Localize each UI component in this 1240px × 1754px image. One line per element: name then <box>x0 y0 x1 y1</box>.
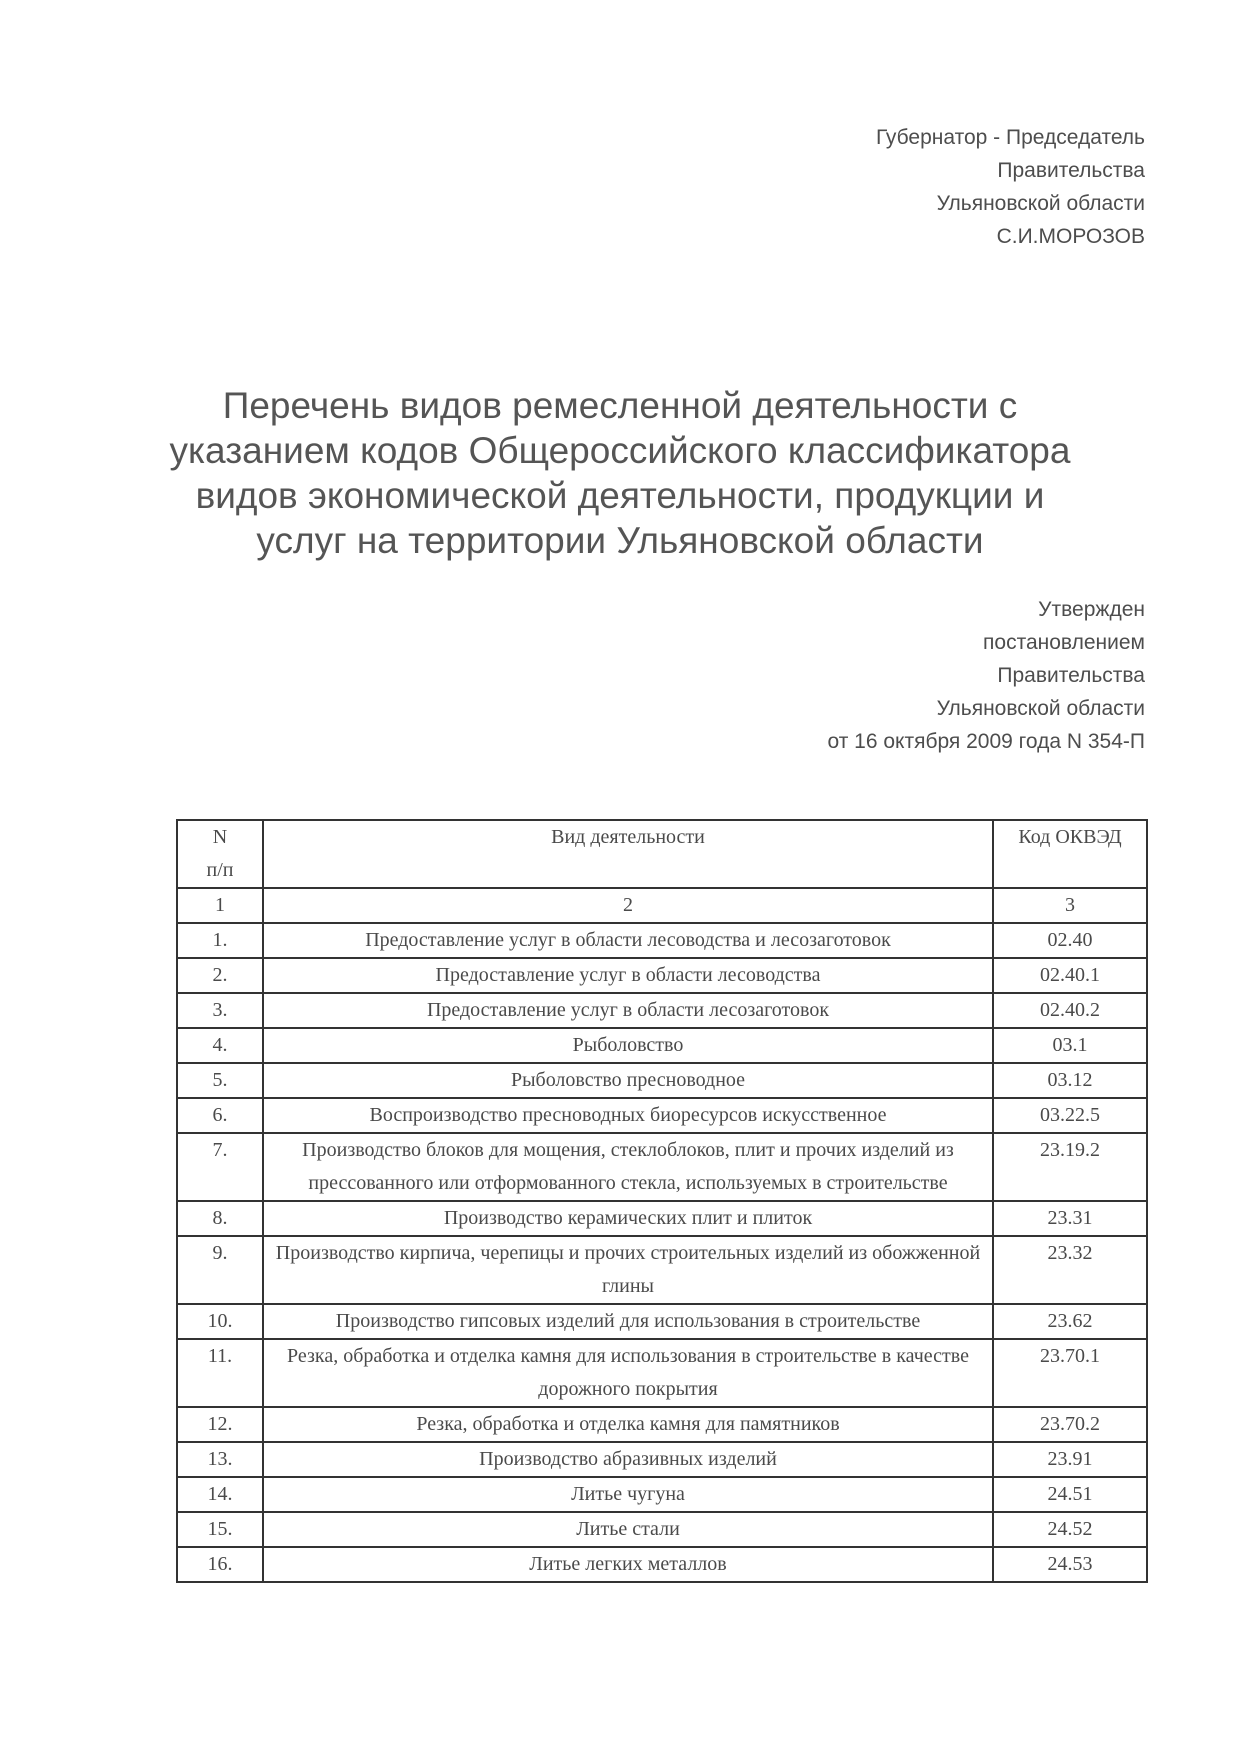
title-line: услуг на территории Ульяновской области <box>256 520 984 561</box>
column-number: 3 <box>993 888 1147 923</box>
table-row <box>177 993 1147 1028</box>
approval-line: Ульяновской области <box>936 697 1145 720</box>
row-code: 23.62 <box>993 1304 1147 1339</box>
row-activity: Предоставление услуг в области лесоводства и лесозаготовок <box>263 923 993 958</box>
table-row <box>177 1339 1147 1407</box>
row-activity: Производство абразивных изделий <box>263 1442 993 1477</box>
row-code: 23.32 <box>993 1236 1147 1304</box>
column-number: 1 <box>177 888 263 923</box>
title-line: видов экономической деятельности, продукции и <box>195 475 1045 516</box>
signature-line: Ульяновской области <box>936 192 1145 215</box>
header-activity: Вид деятельности <box>263 820 993 888</box>
table-row <box>177 1098 1147 1133</box>
row-activity: Рыболовство <box>263 1028 993 1063</box>
row-activity: Рыболовство пресноводное <box>263 1063 993 1098</box>
table-row <box>177 1512 1147 1547</box>
row-activity: Производство кирпича, черепицы и прочих строительных изделий из обожженной глины <box>263 1236 993 1304</box>
row-number: 11. <box>177 1339 263 1407</box>
row-code: 24.52 <box>993 1512 1147 1547</box>
row-code: 02.40.2 <box>993 993 1147 1028</box>
okved-table <box>176 819 1148 1583</box>
row-activity: Предоставление услуг в области лесозаготовок <box>263 993 993 1028</box>
row-number: 12. <box>177 1407 263 1442</box>
table-row <box>177 1028 1147 1063</box>
signature-line: Правительства <box>997 159 1145 182</box>
row-number: 14. <box>177 1477 263 1512</box>
signature-name: С.И.МОРОЗОВ <box>996 225 1145 248</box>
table-row <box>177 1063 1147 1098</box>
row-number: 6. <box>177 1098 263 1133</box>
row-activity: Предоставление услуг в области лесоводства <box>263 958 993 993</box>
table-row <box>177 1304 1147 1339</box>
table-row <box>177 1133 1147 1201</box>
row-number: 9. <box>177 1236 263 1304</box>
row-activity: Литье легких металлов <box>263 1547 993 1582</box>
row-activity: Воспроизводство пресноводных биоресурсов искусственное <box>263 1098 993 1133</box>
row-code: 23.70.1 <box>993 1339 1147 1407</box>
row-code: 23.31 <box>993 1201 1147 1236</box>
row-number: 2. <box>177 958 263 993</box>
column-number-row <box>177 888 1147 923</box>
header-num <box>177 820 263 888</box>
row-number: 3. <box>177 993 263 1028</box>
table-row <box>177 1236 1147 1304</box>
row-code: 02.40 <box>993 923 1147 958</box>
table-row <box>177 1201 1147 1236</box>
row-activity: Резка, обработка и отделка камня для использования в строительстве в качестве дорожного покрытия <box>263 1339 993 1407</box>
table-row <box>177 1442 1147 1477</box>
title-line: указанием кодов Общероссийского классификатора <box>169 430 1071 471</box>
approval-date: от 16 октября 2009 года N 354-П <box>827 730 1145 753</box>
row-number: 16. <box>177 1547 263 1582</box>
approval-block <box>828 593 1146 758</box>
signature-line: Губернатор - Председатель <box>875 126 1145 149</box>
row-number: 7. <box>177 1133 263 1201</box>
row-code: 02.40.1 <box>993 958 1147 993</box>
row-activity: Резка, обработка и отделка камня для памятников <box>263 1407 993 1442</box>
row-code: 24.51 <box>993 1477 1147 1512</box>
table-row <box>177 1477 1147 1512</box>
title-line: Перечень видов ремесленной деятельности с <box>222 385 1018 426</box>
row-number: 1. <box>177 923 263 958</box>
row-code: 23.19.2 <box>993 1133 1147 1201</box>
approval-line: Утвержден <box>1038 598 1145 621</box>
row-activity: Литье чугуна <box>263 1477 993 1512</box>
signature-block <box>876 121 1145 253</box>
row-code: 03.12 <box>993 1063 1147 1098</box>
column-number: 2 <box>263 888 993 923</box>
approval-line: постановлением <box>983 631 1145 654</box>
row-code: 23.70.2 <box>993 1407 1147 1442</box>
row-activity: Производство блоков для мощения, стеклоблоков, плит и прочих изделий из прессованного или отформованного стекла, используемых в строительстве <box>263 1133 993 1201</box>
row-number: 10. <box>177 1304 263 1339</box>
row-code: 03.1 <box>993 1028 1147 1063</box>
row-code: 03.22.5 <box>993 1098 1147 1133</box>
table-header-row <box>177 820 1147 888</box>
row-activity: Производство керамических плит и плиток <box>263 1201 993 1236</box>
row-activity: Производство гипсовых изделий для использования в строительстве <box>263 1304 993 1339</box>
row-code: 23.91 <box>993 1442 1147 1477</box>
table-row <box>177 1547 1147 1582</box>
table-row <box>177 923 1147 958</box>
header-num-line1: N <box>212 826 228 848</box>
row-number: 13. <box>177 1442 263 1477</box>
header-code: Код ОКВЭД <box>993 820 1147 888</box>
row-activity: Литье стали <box>263 1512 993 1547</box>
approval-line: Правительства <box>997 664 1145 687</box>
table-row <box>177 958 1147 993</box>
document-title <box>140 383 1100 563</box>
row-number: 4. <box>177 1028 263 1063</box>
row-number: 5. <box>177 1063 263 1098</box>
header-num-line2: п/п <box>206 859 234 881</box>
row-number: 8. <box>177 1201 263 1236</box>
row-code: 24.53 <box>993 1547 1147 1582</box>
row-number: 15. <box>177 1512 263 1547</box>
table-row <box>177 1407 1147 1442</box>
